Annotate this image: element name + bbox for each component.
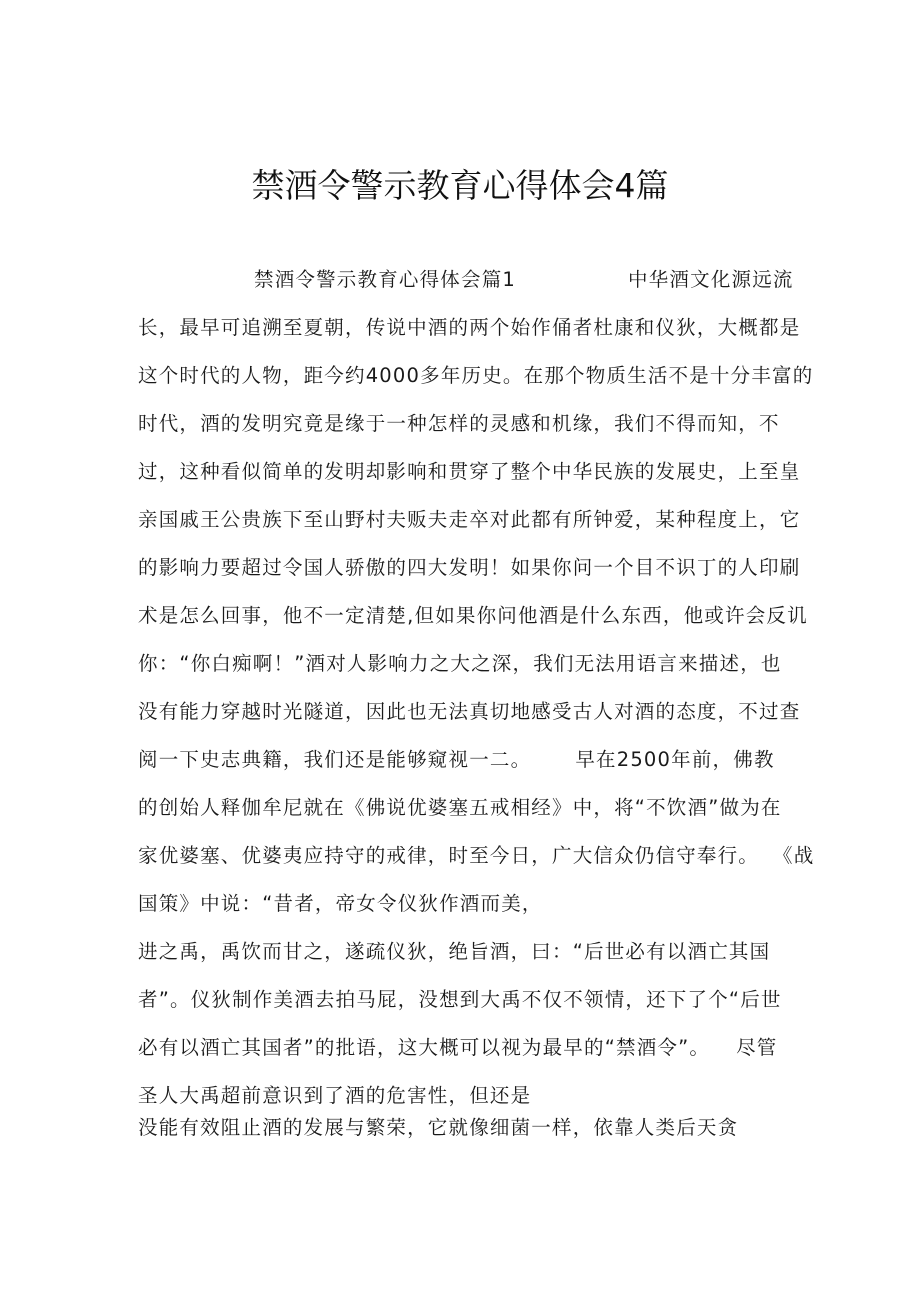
line-text: 你：“你白痴啊！”酒对人影响力之大之深，我们无法用语言来描述，也 <box>138 652 782 675</box>
line-text: 圣人大禹超前意识到了酒的危害性，但还是 <box>138 1084 532 1107</box>
paragraph-line <box>138 842 814 870</box>
paragraph-line <box>138 1082 531 1110</box>
paragraph-line <box>138 890 543 918</box>
line-text: 早在2500年前，佛教 <box>575 748 775 771</box>
paragraph-line <box>138 1114 738 1142</box>
line-text: 阅一下史志典籍，我们还是能够窥视一二。 <box>138 748 532 771</box>
paragraph-line <box>138 362 813 390</box>
line-text: 《战 <box>773 844 815 867</box>
line-text: 中华酒文化源远流 <box>628 268 794 291</box>
paragraph-line <box>138 794 782 822</box>
line-text: 必有以酒亡其国者”的批语，这大概可以视为最早的“禁酒令”。 <box>138 1036 711 1059</box>
line-text: 这个时代的人物，距今约4000多年历史。在那个物质生活不是十分丰富的 <box>138 364 814 387</box>
document-title: 禁酒令警示教育心得体会4篇 <box>251 166 669 205</box>
section-heading: 禁酒令警示教育心得体会篇1 <box>254 268 517 291</box>
line-text: 者”。仪狄制作美酒去拍马屁，没想到大禹不仅不领情，还下了个“后世 <box>138 988 782 1011</box>
line-text: 家优婆塞、优婆夷应持守的戒律，时至今日，广大信众仍信守奉行。 <box>138 844 760 867</box>
line-text: 没有能力穿越时光隧道，因此也无法真切地感受古人对酒的态度，不过查 <box>138 700 801 723</box>
line-text: 的创始人释伽牟尼就在《佛说优婆塞五戒相经》中，将“不饮酒”做为在 <box>138 796 782 819</box>
paragraph-line <box>138 506 800 534</box>
paragraph-line <box>254 266 794 294</box>
line-text: 长，最早可追溯至夏朝，传说中酒的两个始作俑者杜康和仪狄，大概都是 <box>138 316 801 339</box>
line-text: 亲国戚王公贵族下至山野村夫贩夫走卒对此都有所钟爱，某种程度上，它 <box>138 508 801 531</box>
paragraph-line <box>138 938 770 966</box>
paragraph-line <box>138 986 782 1014</box>
paragraph-line <box>138 698 800 726</box>
paragraph-line <box>138 554 800 582</box>
line-text: 尽管 <box>736 1036 778 1059</box>
paragraph-line <box>138 602 808 630</box>
line-text: 进之禹，禹饮而甘之，遂疏仪狄，绝旨酒，曰：“后世必有以酒亡其国 <box>138 940 771 963</box>
paragraph-line <box>138 746 775 774</box>
line-text: 时代，酒的发明究竟是缘于一种怎样的灵感和机缘，我们不得而知，不 <box>138 412 780 435</box>
paragraph-line <box>138 314 800 342</box>
line-text: 术是怎么回事，他不一定清楚,但如果你问他酒是什么东西，他或许会反讥 <box>138 604 808 627</box>
paragraph-line <box>138 1034 778 1062</box>
line-text: 国策》中说：“昔者，帝女令仪狄作酒而美， <box>138 892 543 915</box>
line-text: 的影响力要超过令国人骄傲的四大发明！如果你问一个目不识丁的人印刷 <box>138 556 801 579</box>
line-text: 没能有效阻止酒的发展与繁荣，它就像细菌一样，依靠人类后天贪 <box>138 1116 739 1139</box>
paragraph-line <box>138 458 800 486</box>
paragraph-line <box>138 650 782 678</box>
paragraph-line <box>138 410 780 438</box>
line-text: 过，这种看似简单的发明却影响和贯穿了整个中华民族的发展史，上至皇 <box>138 460 801 483</box>
